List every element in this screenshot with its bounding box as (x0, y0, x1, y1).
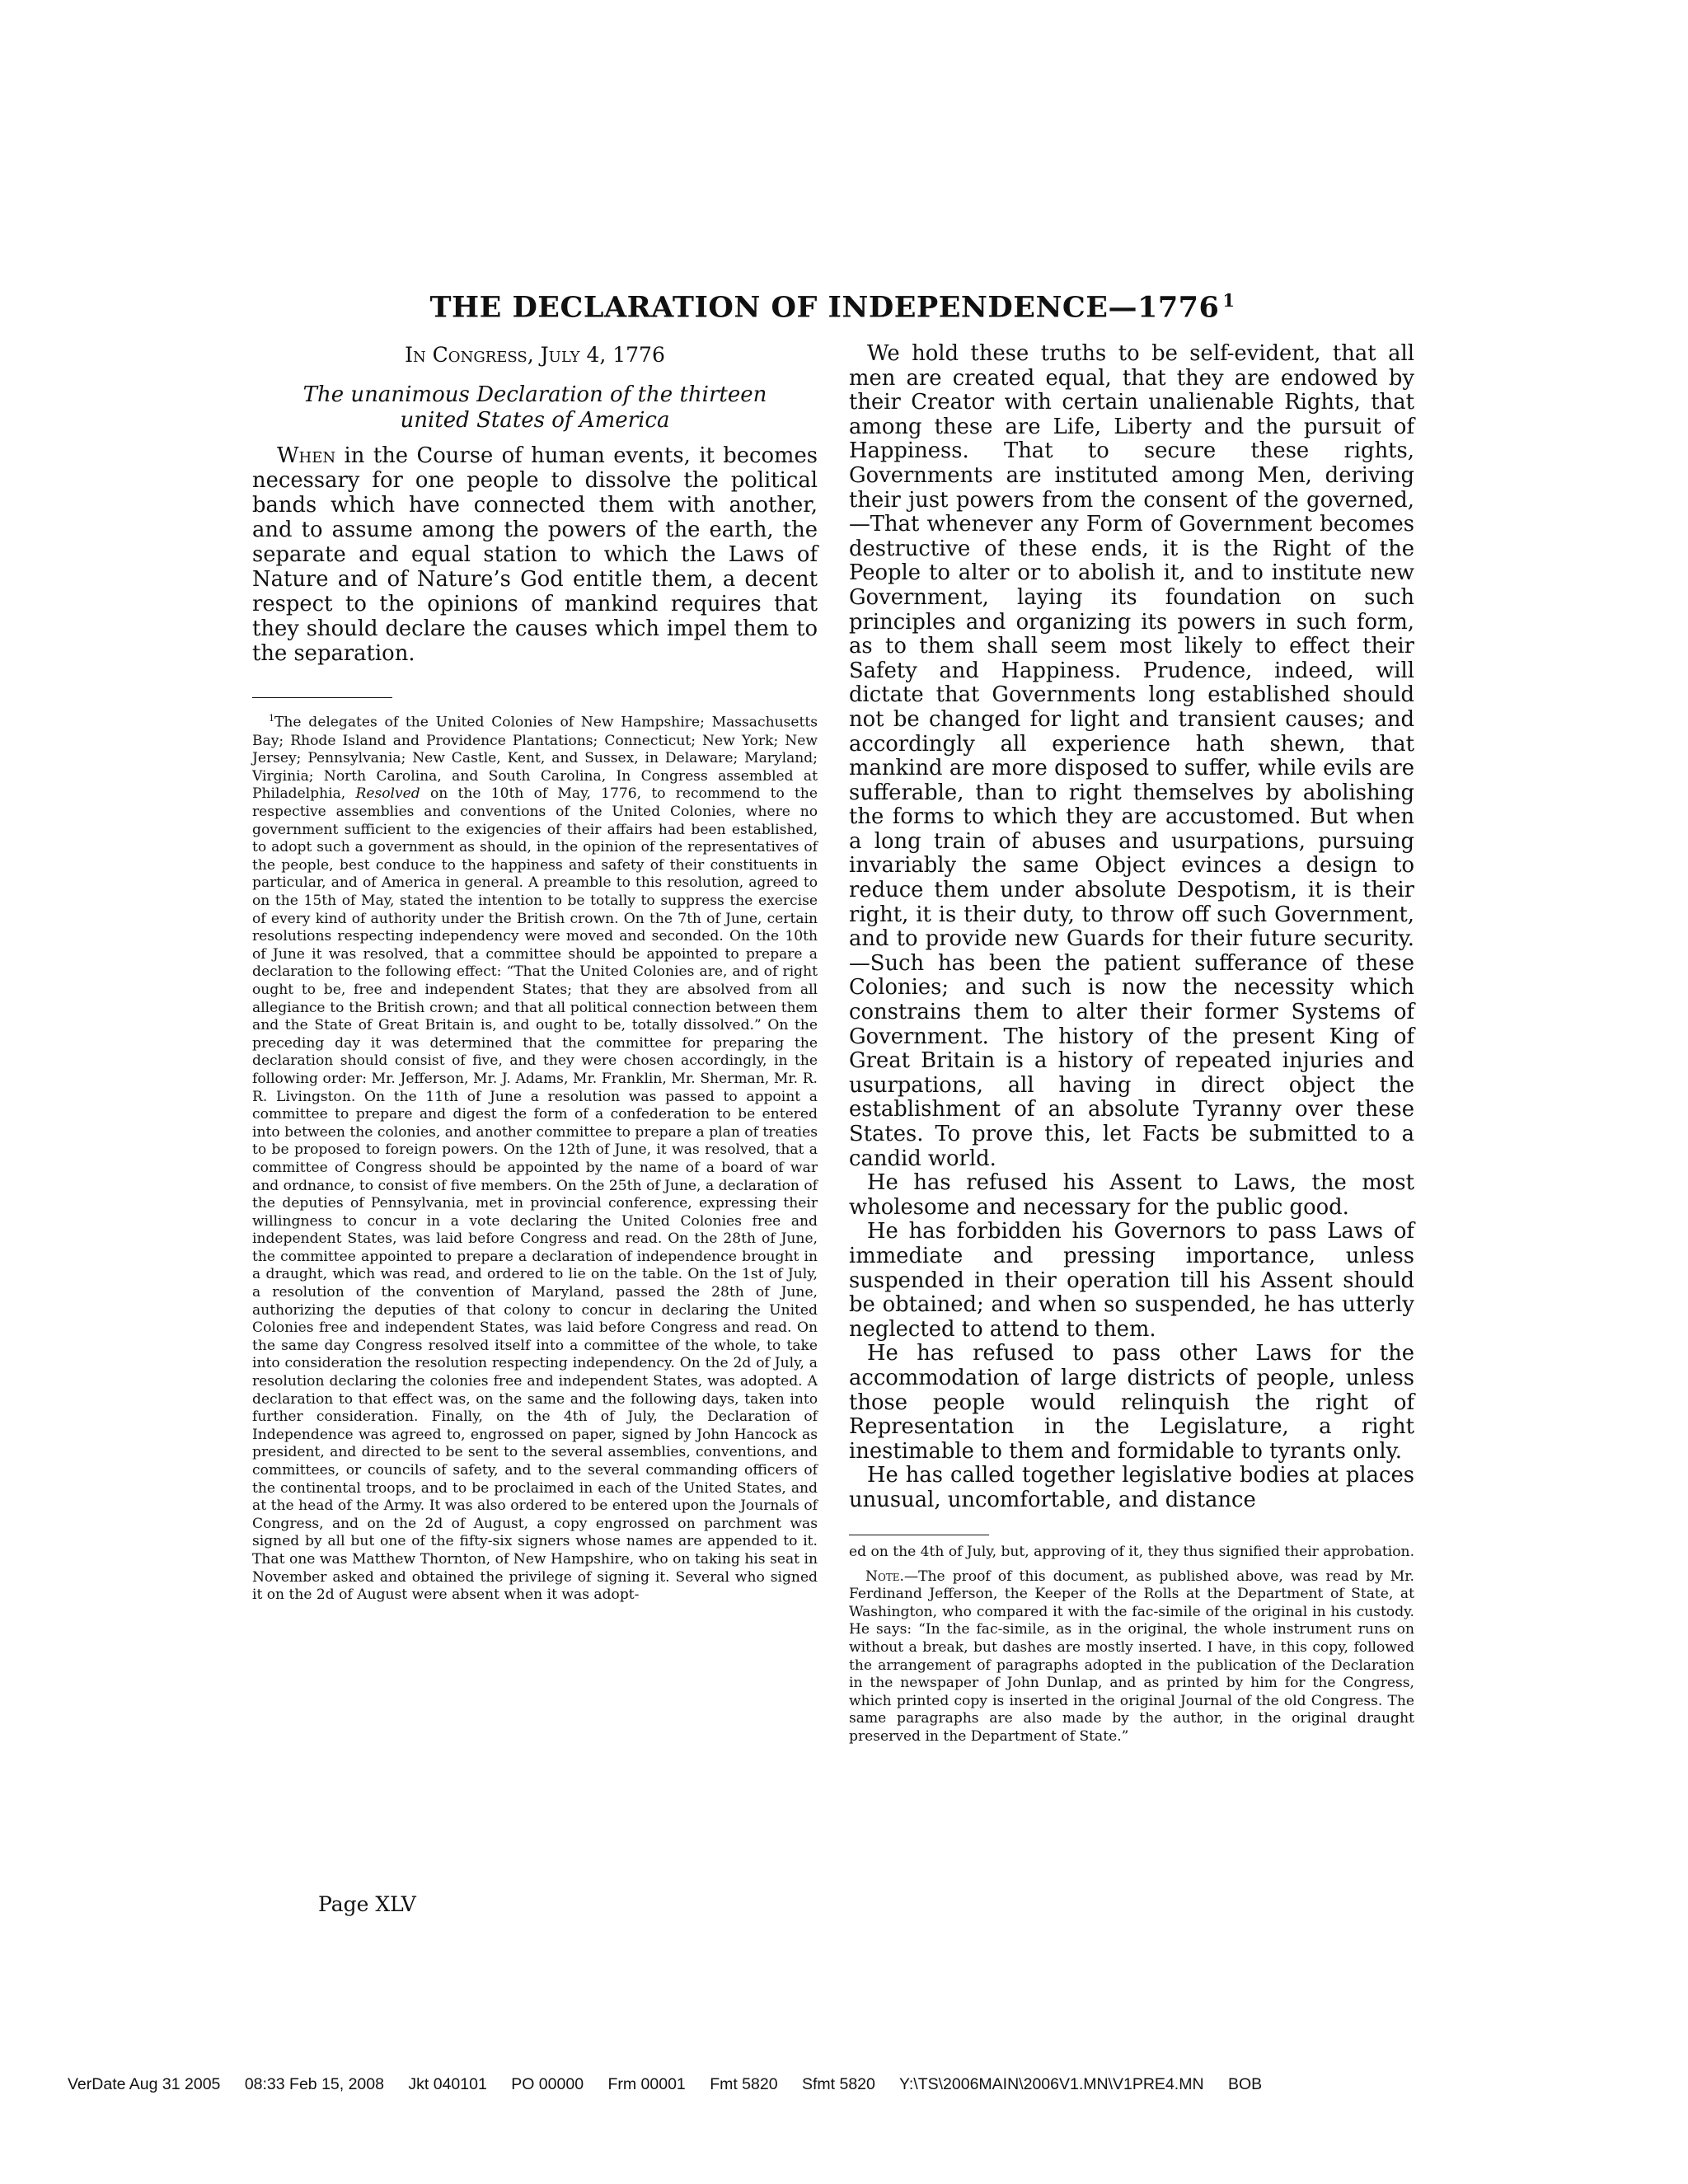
footnote-mark: 1 (269, 713, 274, 724)
slug-jkt: Jkt 040101 (408, 2075, 487, 2093)
left-column (252, 342, 818, 1605)
slug-line (68, 2075, 1282, 2094)
page-label: Page (318, 1892, 369, 1916)
footnote-1 (252, 710, 818, 1604)
slug-frm: Frm 00001 (607, 2075, 686, 2093)
opening-word: When (277, 443, 336, 468)
note-label: Note. (865, 1568, 904, 1585)
footnote-divider-right (849, 1535, 989, 1536)
congress-line: In Congress, July 4, 1776 (405, 343, 665, 367)
declaration-subtitle: The unanimous Declaration of the thirteen united States of America (302, 382, 767, 433)
note-text: —The proof of this document, as published above, was read by Mr. Ferdinand Jefferson, the Keeper of the Rolls at the Department of State, at Washington, who compared it with the fac-simile of the original in his custody. He says: “In the fac-simile, as in the original, the whole instrument runs on without a break, but dashes are mostly inserted. I have, in this copy, followed the arrangement of paragraphs adopted in the publication of the Declaration in the newspaper of John Dunlap, and as printed by him for the Congress, which printed copy is inserted in the original Journal of the old Congress. The same paragraphs are also made by the author, in the original draught preserved in the Department of State.” (849, 1568, 1414, 1745)
footnote-divider (252, 697, 392, 699)
slug-path: Y:\TS\2006MAIN\2006V1.MN\V1PRE4.MN (898, 2075, 1204, 2093)
page-number (318, 1892, 416, 1916)
paragraph-representation: He has refused to pass other Laws for the accommodation of large districts of people, unless those people would relinquish the right of Representation in the Legislature, a right inestimable to them and formidable to tyrants only. (849, 1341, 1414, 1464)
footnote-text-1: The delegates of the United Colonies of New Hampshire; Massachusetts Bay; Rhode Island and Providence Plantations; Connecticut; New York; New Jersey; Pennsylvania; New Castle, Kent, and Sussex, in Delaware; Maryland; Virginia; North Carolina, and South Carolina, In Congress assembled at Philadelphia, (252, 715, 818, 803)
paragraph-legislative-bodies: He has called together legislative bodies at places unusual, uncomfortable, and distance (849, 1463, 1414, 1512)
opening-text: in the Course of human events, it becomes necessary for one people to dissolve the political bands which have connected them with another, and to assume among the powers of the earth, the separate and equal station to which the Laws of Nature and of Nature’s God entitle them, a decent respect to the opinions of mankind requires that they should declare the causes which impel them to the separation. (252, 443, 818, 666)
footnote-continuation: ed on the 4th of July, but, approving of it, they thus signified their approbation. (849, 1544, 1415, 1560)
title-footnote-mark: 1 (1222, 290, 1236, 311)
page-title (247, 290, 1418, 325)
slug-verdate: VerDate Aug 31 2005 (68, 2075, 221, 2093)
paragraph-governors: He has forbidden his Governors to pass Laws of immediate and pressing importance, unless suspended in their operation till his Assent should be obtained; and when so suspended, he has utterly neglected to attend to them. (849, 1219, 1414, 1342)
opening-paragraph (252, 443, 818, 666)
slug-po: PO 00000 (511, 2075, 584, 2093)
right-column (849, 342, 1414, 1746)
proof-note (849, 1568, 1414, 1746)
slug-bob: BOB (1227, 2075, 1263, 2093)
footnote-resolved: Resolved (355, 785, 420, 803)
slug-sfmt: Sfmt 5820 (801, 2075, 875, 2093)
page-roman: XLV (375, 1892, 416, 1916)
footnote-text-2: on the 10th of May, 1776, to recommend to the respective assemblies and conventions of the United Colonies, where no government sufficient to the exigencies of their affairs had been established, to adopt such a government as should, in the opinion of the representatives of the people, best conduce to the happiness and safety of their constituents in particular, and of America in general. A preamble to this resolution, agreed to on the 15th of May, stated the intention to be totally to suppress the exercise of every kind of authority under the British crown. On the 7th of June, certain resolutions respecting independency were moved and seconded. On the 10th of June it was resolved, that a committee should be appointed to prepare a declaration to the following effect: “That the United Colonies are, and of right ought to be, free and independent States; that they are absolved from all allegiance to the British crown; and that all political connection between them and the State of Great Britain is, and ought to be, totally dissolved.” On the preceding day it was determined that the committee for preparing the declaration should consist of five, and they were chosen accordingly, in the following order: Mr. Jefferson, Mr. J. Adams, Mr. Franklin, Mr. Sherman, Mr. R. R. Livingston. On the 11th of June a resolution was passed to appoint a committee to prepare and digest the form of a confederation to be entered into between the colonies, and another committee to prepare a plan of treaties to be proposed to foreign powers. On the 12th of June, it was resolved, that a committee of Congress should be appointed by the name of a board of war and ordnance, to consist of five members. On the 25th of June, a declaration of the deputies of Pennsylvania, met in provincial conference, expressing their willingness to concur in a vote declaring the United Colonies free and independent States, was laid before Congress and read. On the 28th of June, the committee appointed to prepare a declaration of independence brought in a draught, which was read, and ordered to lie on the table. On the 1st of July, a resolution of the convention of Maryland, passed the 28th of June, authorizing the deputies of that colony to concur in declaring the United Colonies free and independent States, was laid before Congress and read. On the same day Congress resolved itself into a committee of the whole, to take into consideration the resolution respecting independency. On the 2d of July, a resolution declaring the colonies free and independent States, was adopted. A declaration to that effect was, on the same and the following days, taken into further consideration. Finally, on the 4th of July, the Declaration of Independence was agreed to, engrossed on paper, signed by John Hancock as president, and directed to be sent to the several assemblies, conventions, and committees, or councils of safety, and to the several commanding officers of the continental troops, and to be proclaimed in each of the United States, and at the head of the Army. It was also ordered to be entered upon the Journals of Congress, and on the 2d of August, a copy engrossed on parchment was signed by all but one of the fifty-six signers whose names are appended to it. That one was Matthew Thornton, of New Hampshire, who on taking his seat in November asked and obtained the privilege of signing it. Several who signed it on the 2d of August were absent when it was adopt- (252, 785, 818, 1604)
title-text: THE DECLARATION OF INDEPENDENCE—1776 (429, 290, 1220, 325)
slug-time: 08:33 Feb 15, 2008 (244, 2075, 384, 2093)
paragraph-assent: He has refused his Assent to Laws, the most wholesome and necessary for the public good. (849, 1170, 1414, 1220)
paragraph-truths: We hold these truths to be self-evident, that all men are created equal, that they are endowed by their Creator with certain unalienable Rights, that among these are Life, Liberty and the pursuit of Happiness. That to secure these rights, Governments are instituted among Men, deriving their just powers from the consent of the governed,—That whenever any Form of Government becomes destructive of these ends, it is the Right of the People to alter or to abolish it, and to institute new Government, laying its foundation on such principles and organizing its powers in such form, as to them shall seem most likely to effect their Safety and Happiness. Prudence, indeed, will dictate that Governments long established should not be changed for light and transient causes; and accordingly all experience hath shewn, that mankind are more disposed to suffer, while evils are sufferable, than to right themselves by abolishing the forms to which they are accustomed. But when a long train of abuses and usurpations, pursuing invariably the same Object evinces a design to reduce them under absolute Despotism, it is their right, it is their duty, to throw off such Government, and to provide new Guards for their future security.—Such has been the patient sufferance of these Colonies; and such is now the necessity which constrains them to alter their former Systems of Government. The history of the present King of Great Britain is a history of repeated injuries and usurpations, all having in direct object the establishment of an absolute Tyranny over these States. To prove this, let Facts be submitted to a candid world. (849, 341, 1414, 1171)
slug-fmt: Fmt 5820 (710, 2075, 778, 2093)
